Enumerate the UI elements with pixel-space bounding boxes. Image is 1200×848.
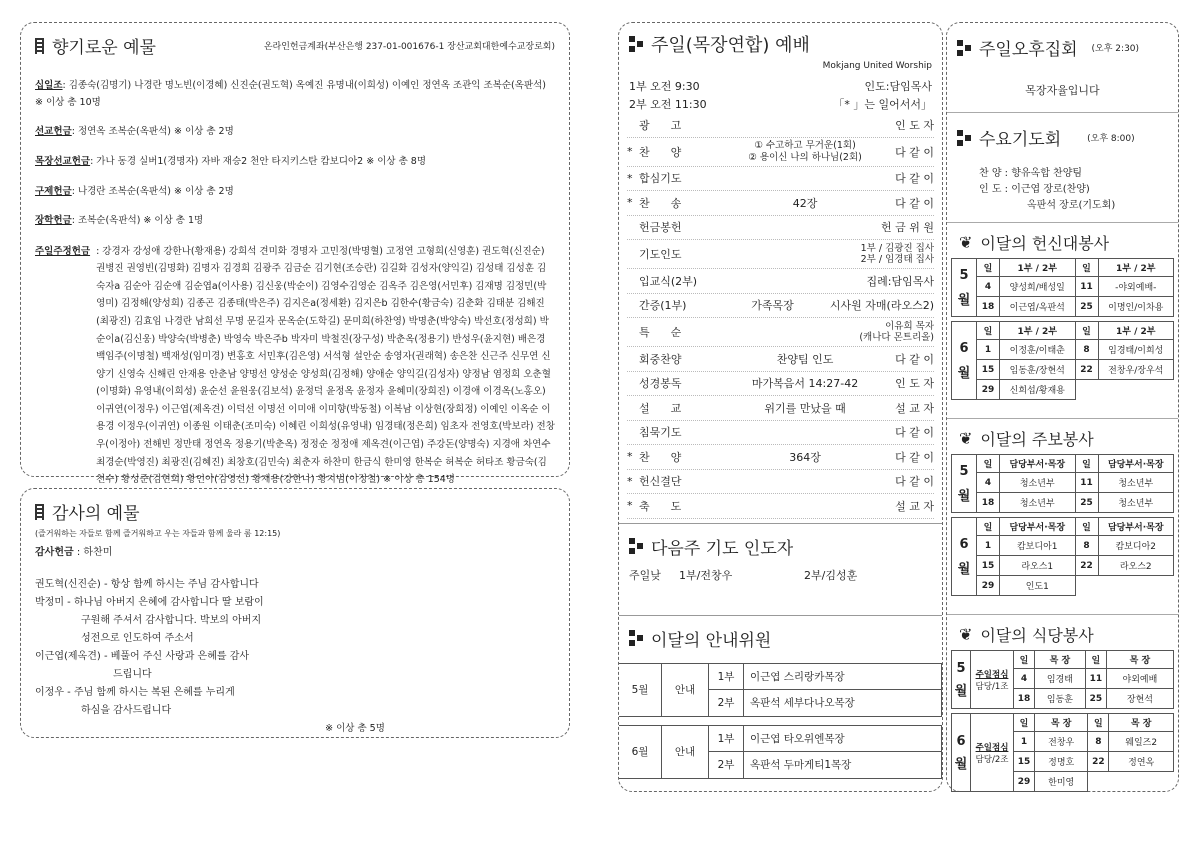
dedication-schedule <box>951 258 1174 400</box>
cafeteria-header-cell: 일 <box>1014 714 1035 732</box>
guides-row <box>619 663 942 690</box>
cafeteria-cell <box>1109 772 1174 792</box>
dedication-row <box>952 340 1174 360</box>
dedication-header-row <box>952 259 1174 277</box>
bulletin-month-suffix: 월 <box>957 561 971 577</box>
bulletin-cell: 캄보디아2 <box>1098 536 1174 556</box>
cafeteria-cell <box>1088 772 1109 792</box>
bulletin-cell: 캄보디아1 <box>1000 536 1076 556</box>
offering-item <box>35 124 555 141</box>
bulletin-header <box>959 427 1174 450</box>
cafeteria-month-suffix: 월 <box>954 756 968 772</box>
bulletin-cell: 11 <box>1075 473 1098 493</box>
stand-marker: * <box>627 499 633 513</box>
bulletin-cell: 청소년부 <box>1000 493 1076 513</box>
worship-item-detail: 위기를 만났을 때 <box>764 401 846 415</box>
guides-month: 6월 <box>619 725 662 778</box>
worship-item-label: 헌신결단 <box>639 475 682 489</box>
cafeteria-month-number: 5 <box>956 660 966 676</box>
worship-order-row <box>627 240 934 269</box>
right-panel <box>946 22 1179 792</box>
offering-item <box>35 213 555 230</box>
offering-panel <box>20 22 570 486</box>
dedication-cell: 이근엽/옥판석 <box>1000 297 1076 317</box>
stand-note: 「* 」는 일어서서」 <box>833 98 932 111</box>
guides-name: 이근엽 스리랑카목장 <box>744 663 942 690</box>
afternoon-title: 주일오후집회 <box>979 40 1078 60</box>
worship-header <box>629 31 932 57</box>
afternoon-time: (오후 2:30) <box>1091 44 1140 54</box>
bulletin-cell: 25 <box>1075 493 1098 513</box>
cafeteria-month-number: 6 <box>956 733 966 749</box>
bulletin-row <box>952 536 1174 556</box>
worship-item-detail: 364장 <box>789 450 821 464</box>
bulletin-cell: 18 <box>977 493 1000 513</box>
worship-item-leader: 시사원 자매(라오스2) <box>829 299 934 313</box>
cafeteria-header-row <box>952 714 1174 732</box>
wednesday-header <box>957 125 1168 150</box>
bulletin-cell: 라오스1 <box>1000 556 1076 576</box>
worship-order-row <box>627 470 934 495</box>
dedication-month-suffix: 월 <box>957 292 971 308</box>
square-bullet-icon <box>629 36 643 52</box>
dedication-row <box>952 277 1174 297</box>
offering-account: 온라인헌금계좌(부산은행 237-01-001676-1 장산교회대한예수교장로회) <box>263 42 555 52</box>
bulletin-header-cell: 담당부서·목장 <box>1000 455 1076 473</box>
stripe-icon <box>35 38 44 54</box>
flower-icon: ❦ <box>959 233 973 252</box>
worship-order-row <box>627 421 934 446</box>
cafeteria-header-cell: 일 <box>1014 651 1035 669</box>
worship-item-leader: 다 같 이 <box>895 196 934 210</box>
worship-order <box>619 113 942 519</box>
bulletin-month-suffix: 월 <box>957 488 971 504</box>
cafeteria-team-label: 담당/1조 <box>975 681 1009 692</box>
stand-marker: * <box>627 171 633 185</box>
worship-order-row <box>627 191 934 216</box>
worship-item-leader: 다 같 이 <box>895 475 934 489</box>
offering-item-names: : 가나 동경 실버1(경명자) 자바 재승2 천안 타지키스탄 캄보디아2 ※ 이상 총 8명 <box>90 155 427 167</box>
bulletin-header-cell: 일 <box>977 455 1000 473</box>
dedication-cell: 4 <box>977 277 1000 297</box>
guides-table <box>619 663 942 779</box>
thanks-offering-line: 감사헌금 : 하찬미 <box>35 547 113 558</box>
worship-panel <box>618 22 943 792</box>
offering-item <box>35 184 555 201</box>
cafeteria-month <box>952 714 971 792</box>
thanks-message-line: 구원해 주셔서 감사합니다. 박보의 아버지 <box>81 615 262 626</box>
bulletin-cell: 청소년부 <box>1098 493 1174 513</box>
worship-item-detail: 42장 <box>792 196 818 210</box>
wednesday-title: 수요기도회 <box>979 130 1062 150</box>
wednesday-line: 찬 양 : 향유옥합 찬양팀 <box>979 168 1083 179</box>
worship-item-label: 찬 양 <box>639 450 682 464</box>
sunday-offering <box>35 243 555 489</box>
thanks-message-line: 드립니다 <box>113 669 152 680</box>
dedication-header-cell: 일 <box>977 322 1000 340</box>
next-prayer-first: 1부/전창우 <box>679 568 733 582</box>
bulletin-header-row <box>952 455 1174 473</box>
cafeteria-header-cell: 일 <box>1085 651 1106 669</box>
worship-item-leader: 다 같 이 <box>895 450 934 464</box>
guides-spacer <box>619 716 942 725</box>
offering-item-names: : 조복순(옥판석) ※ 이상 총 1명 <box>71 215 204 227</box>
cafeteria-team <box>971 714 1014 792</box>
guides-name: 옥판석 두마게티1목장 <box>744 752 942 779</box>
guides-role: 안내 <box>662 663 709 716</box>
worship-order-row <box>627 494 934 519</box>
offering-item-names: : 정연옥 조복순(옥판석) ※ 이상 총 2명 <box>71 126 234 138</box>
wednesday-time: (오후 8:00) <box>1087 134 1135 144</box>
worship-item-leader: 인 도 자 <box>895 377 934 391</box>
bulletin-row <box>952 493 1174 513</box>
cafeteria-cell: 1 <box>1014 732 1035 752</box>
bulletin-table <box>951 517 1174 596</box>
flower-icon: ❦ <box>959 625 973 644</box>
bulletin-cell <box>1075 576 1098 596</box>
worship-item-leader: 이유희 목자 (캐나다 몬트리올) <box>859 320 934 343</box>
worship-item-label: 설 교 <box>639 401 682 415</box>
worship-order-row <box>627 216 934 241</box>
guides-part: 1부 <box>709 663 744 690</box>
worship-order-row <box>627 372 934 397</box>
square-bullet-icon <box>957 130 971 146</box>
worship-item-label: 입교식(2부) <box>639 274 698 288</box>
square-bullet-icon <box>629 630 643 646</box>
stand-marker: * <box>627 474 633 488</box>
offering-item-label: 장학헌금 <box>35 215 72 227</box>
cafeteria-header <box>959 623 1174 646</box>
cafeteria-header-cell: 목 장 <box>1106 651 1173 669</box>
worship-item-leader: 인 도 자 <box>895 118 934 132</box>
dedication-cell: -야외예배- <box>1098 277 1174 297</box>
thanks-message-line: 이근엽(제옥견) - 베풀어 주신 사랑과 은혜를 감사 <box>35 651 250 662</box>
cafeteria-cell: 29 <box>1014 772 1035 792</box>
cafeteria-header-row <box>952 651 1174 669</box>
bulletin-cell: 15 <box>977 556 1000 576</box>
cafeteria-header-cell: 일 <box>1088 714 1109 732</box>
bulletin-cell: 1 <box>977 536 1000 556</box>
cafeteria-table <box>951 650 1174 709</box>
worship-order-row <box>627 113 934 138</box>
bulletin-month <box>952 455 977 513</box>
dedication-cell: 18 <box>977 297 1000 317</box>
worship-item-label: 찬 양 <box>639 145 682 159</box>
service-line-1 <box>629 77 932 95</box>
worship-leader: 인도:담임목사 <box>864 80 932 93</box>
dedication-row <box>952 380 1174 400</box>
dedication-cell: 1 <box>977 340 1000 360</box>
bulletin-header-row <box>952 518 1174 536</box>
bulletin-month-number: 6 <box>959 536 969 552</box>
next-prayer-title: 다음주 기도 인도자 <box>651 538 794 559</box>
guides-part: 1부 <box>709 725 744 752</box>
bulletin-header-cell: 담당부서·목장 <box>1098 518 1174 536</box>
worship-item-detail: ① 수고하고 무거운(1회) ② 용이신 나의 하나님(2회) <box>748 140 862 163</box>
thanks-panel <box>20 488 570 738</box>
offering-item-label: 십일조 <box>35 80 63 91</box>
bulletin-schedule <box>951 454 1174 596</box>
worship-order-row <box>627 269 934 294</box>
cafeteria-meal-label: 주일점심 <box>975 669 1009 680</box>
worship-item-label: 헌금봉헌 <box>639 221 682 235</box>
worship-order-row <box>627 138 934 167</box>
dedication-cell: 신희섭/황재용 <box>1000 380 1076 400</box>
service-line-2 <box>629 95 932 113</box>
cafeteria-schedule <box>951 650 1174 792</box>
afternoon-header <box>957 35 1168 60</box>
cafeteria-team <box>971 651 1014 709</box>
dedication-row <box>952 297 1174 317</box>
worship-order-row <box>627 318 934 347</box>
guides-month: 5월 <box>619 663 662 716</box>
dedication-header-cell: 1부 / 2부 <box>1000 259 1076 277</box>
worship-title: 주일(목장연합) 예배 <box>651 35 810 56</box>
cafeteria-cell: 전창우 <box>1035 732 1088 752</box>
guides-name: 이근엽 타오위엔목장 <box>744 725 942 752</box>
dedication-header-cell: 일 <box>977 259 1000 277</box>
cafeteria-cell: 8 <box>1088 732 1109 752</box>
dedication-cell: 전창우/장우석 <box>1098 360 1174 380</box>
cafeteria-cell: 15 <box>1014 752 1035 772</box>
dedication-header-cell: 1부 / 2부 <box>1098 322 1174 340</box>
worship-item-detail: 가족목장 <box>751 299 794 313</box>
worship-item-label: 특 순 <box>639 326 682 339</box>
cafeteria-cell: 야외예배 <box>1106 669 1173 689</box>
cafeteria-month-suffix: 월 <box>954 683 968 699</box>
cafeteria-cell: 22 <box>1088 752 1109 772</box>
bulletin-cell: 8 <box>1075 536 1098 556</box>
dedication-cell: 11 <box>1075 277 1098 297</box>
sunday-offering-names: : 강경자 강성애 강한나(황재용) 강희석 견미화 경명자 고민정(박명혈) 고정연 고형희(신영훈) 권도혁(신진순) 권병진 권영빈(김명화) 김명자 김경희 김광주 김금순 김기현(조승란) 김길화 김성자(양익길) 김성태 김성훈 김숙자a 김순아 김순애 김순엽a(이사용) 김신웅(박순이) 김영수김영순 김옥주 김은영(서민후) 김재명 김정민(박영미) 김정해(양성희) 김종곤 김종태(박은주) 김지은a(정세환) 김지은b 김한수(황금숙) 김춘화 김태분 김해진(최광진) 김효임 나경란 남희선 무명 문길자 문옥순(도학길) 문미희(하찬영) 박명춘(박양숙) 박선호(정성희) 박순이a(김신웅) 박양숙(박병춘) 박영숙 박은주b 박자미 박철진(장구성) 박춘옥(정용기) 반성우(윤지현) 배은경 백임주(이명철) 백재성(임미경) 변홍호 서민후(김은영) 서석형 설안순 송영자(권래혁) 송은찬 신근주 신무연 신양기 신영숙 신해린 안재용 안춘남 양명선 양성순 양성희(김정해) 양애순 양익길(김성자) 양정남 염정희 오춘혈(이명화) 유영내(이희성) 윤순선 윤원웅(김보석) 윤정덕 윤정옥 윤정자 윤혜미(장희진) 이경애 이경옥(노홍오) 이귀연(이정우) 이근엽(제옥견) 이덕선 이명선 이미애 이미향(박동철) 이복남 이상현(장희정) 이예인 이옥순 이용경 이정우(이귀연) 이종원 이태춘(조미숙) 이혜린 이희성(유영내) 임경태(정은희) 임초자 전영호(박보라) 전창우(이정아) 전해빈 정만태 정연옥 정용기(박춘옥) 정정순 정정애 제옥견(이근엽) 주강돈(양명숙) 지경애 차연수 최경순(박영진) 최광진(김혜진) 최창호(김민숙) 최춘자 하찬미 한금식 한미영 한복순 허복순 허타조 황금숙(김천수) 황성준(김현희) 황인아(김영신) 황재용(강한나) 황지범(이정철) ※ 이상 총 154명 <box>96 245 555 486</box>
cafeteria-cell: 장현석 <box>1106 689 1173 709</box>
guides-header <box>629 626 932 651</box>
thanks-messages <box>35 576 555 720</box>
dedication-row <box>952 360 1174 380</box>
worship-order-row <box>627 294 934 319</box>
worship-item-detail: 찬양팀 인도 <box>776 352 834 366</box>
bulletin-header-cell: 담당부서·목장 <box>1098 455 1174 473</box>
bulletin-title: 이달의 주보봉사 <box>980 430 1094 449</box>
worship-item-leader: 1부 / 김광진 집사 2부 / 임경태 집사 <box>860 242 934 265</box>
offering-title: 향기로운 예물 <box>52 38 156 58</box>
offering-item-names: : 나경란 조복순(옥판석) ※ 이상 총 2명 <box>71 185 234 197</box>
cafeteria-header-cell: 목 장 <box>1109 714 1174 732</box>
worship-item-label: 축 도 <box>639 499 682 513</box>
cafeteria-cell: 웨일즈2 <box>1109 732 1174 752</box>
bulletin-cell: 4 <box>977 473 1000 493</box>
worship-item-leader: 다 같 이 <box>895 172 934 186</box>
cafeteria-cell: 정연옥 <box>1109 752 1174 772</box>
bulletin-cell <box>1098 576 1174 596</box>
cafeteria-cell: 25 <box>1085 689 1106 709</box>
bulletin-cell: 청소년부 <box>1098 473 1174 493</box>
dedication-cell: 15 <box>977 360 1000 380</box>
square-bullet-icon <box>629 538 643 554</box>
dedication-cell <box>1098 380 1174 400</box>
worship-subtitle: Mokjang United Worship <box>822 61 932 71</box>
wednesday-line: 인 도 : 이근엽 장로(찬양) <box>979 184 1090 195</box>
flower-icon: ❦ <box>959 429 973 448</box>
bulletin-header-cell: 일 <box>977 518 1000 536</box>
dedication-cell: 양성희/배성일 <box>1000 277 1076 297</box>
thanks-header <box>35 499 555 524</box>
worship-item-label: 성경봉독 <box>639 377 682 391</box>
guides-name: 옥판석 세부다나오목장 <box>744 690 942 717</box>
bulletin-month-number: 5 <box>959 463 969 479</box>
bulletin-row <box>952 556 1174 576</box>
wednesday-lines <box>979 166 1168 214</box>
next-prayer-label: 주일낮 <box>629 568 661 582</box>
cafeteria-table <box>951 713 1174 792</box>
dedication-month <box>952 322 977 400</box>
offering-item <box>35 78 555 111</box>
dedication-header-row <box>952 322 1174 340</box>
worship-item-leader: 설 교 자 <box>895 499 934 513</box>
worship-item-label: 기도인도 <box>639 248 682 261</box>
offering-item-label: 구제헌금 <box>35 185 72 197</box>
bulletin-cell: 22 <box>1075 556 1098 576</box>
dedication-cell: 임경태/이희성 <box>1098 340 1174 360</box>
cafeteria-cell: 정명호 <box>1035 752 1088 772</box>
dedication-cell: 29 <box>977 380 1000 400</box>
guides-title: 이달의 안내위원 <box>651 630 772 651</box>
bulletin-month <box>952 518 977 596</box>
thanks-name: 하찬미 <box>83 547 113 558</box>
dedication-header-cell: 1부 / 2부 <box>1000 322 1076 340</box>
dedication-table <box>951 321 1174 400</box>
cafeteria-cell: 4 <box>1014 669 1035 689</box>
cafeteria-meal-label: 주일점심 <box>975 742 1009 753</box>
dedication-title: 이달의 헌신대봉사 <box>980 234 1110 253</box>
bulletin-cell: 인도1 <box>1000 576 1076 596</box>
worship-item-label: 광 고 <box>639 118 682 132</box>
dedication-month <box>952 259 977 317</box>
thanks-message-line: 박정미 - 하나님 아버지 은혜에 감사합니다 딸 보람이 <box>35 597 264 608</box>
bulletin-header-cell: 일 <box>1075 518 1098 536</box>
bulletin-cell: 라오스2 <box>1098 556 1174 576</box>
offering-item-names: : 김종숙(김명기) 나경란 명노빈(이경혜) 신진순(권도혁) 옥예진 유명내(이희성) 이예인 정연옥 조관익 조복순(옥판석) ※ 이상 총 10명 <box>35 80 546 108</box>
bulletin-table <box>951 454 1174 513</box>
bulletin-row <box>952 473 1174 493</box>
worship-item-leader: 헌 금 위 원 <box>881 221 934 235</box>
offering-item-label: 선교헌금 <box>35 126 72 138</box>
guides-part: 2부 <box>709 752 744 779</box>
dedication-cell: 8 <box>1075 340 1098 360</box>
offering-header <box>35 33 555 58</box>
bulletin-row <box>952 576 1174 596</box>
next-prayer-header <box>629 534 932 559</box>
cafeteria-cell: 임동훈 <box>1035 689 1086 709</box>
cafeteria-cell: 11 <box>1085 669 1106 689</box>
cafeteria-cell: 임경태 <box>1035 669 1086 689</box>
dedication-cell: 22 <box>1075 360 1098 380</box>
service-2: 2부 오전 11:30 <box>629 98 707 111</box>
worship-item-leader: 다 같 이 <box>895 426 934 440</box>
cafeteria-cell: 한미영 <box>1035 772 1088 792</box>
guides-role: 안내 <box>662 725 709 778</box>
dedication-month-number: 5 <box>959 267 969 283</box>
bulletin-header-cell: 담당부서·목장 <box>1000 518 1076 536</box>
stand-marker: * <box>627 145 633 158</box>
worship-item-leader: 집례:담임목사 <box>866 274 934 288</box>
dedication-cell: 25 <box>1075 297 1098 317</box>
offering-item <box>35 154 555 171</box>
worship-item-leader: 다 같 이 <box>895 352 934 366</box>
thanks-total: ※ 이상 총 5명 <box>325 723 385 734</box>
worship-item-leader: 설 교 자 <box>895 401 934 415</box>
worship-item-label: 회중찬양 <box>639 352 682 366</box>
dedication-header-cell: 일 <box>1075 322 1098 340</box>
sunday-offering-label: 주일주정헌금 <box>35 245 91 257</box>
next-prayer-second: 2부/김성훈 <box>804 568 858 582</box>
wednesday-line: 옥판석 장로(기도회) <box>1027 200 1116 211</box>
thanks-message-line: 하심을 감사드립니다 <box>81 705 172 716</box>
cafeteria-month <box>952 651 971 709</box>
bulletin-header-cell: 일 <box>1075 455 1098 473</box>
cafeteria-header-cell: 목 장 <box>1035 714 1088 732</box>
thanks-label: 감사헌금 <box>35 547 74 558</box>
dedication-cell: 이명인/이차용 <box>1098 297 1174 317</box>
dedication-month-suffix: 월 <box>957 365 971 381</box>
square-bullet-icon <box>957 40 971 56</box>
next-prayer-line <box>629 567 932 583</box>
stripe-icon <box>35 504 44 520</box>
dedication-cell: 이정훈/이태춘 <box>1000 340 1076 360</box>
guides-part: 2부 <box>709 690 744 717</box>
worship-item-detail: 마가복음서 14:27-42 <box>751 377 859 391</box>
thanks-message-line: 권도혁(신진순) - 항상 함께 하시는 주님 감사합니다 <box>35 579 259 590</box>
dedication-header-cell: 1부 / 2부 <box>1098 259 1174 277</box>
dedication-table <box>951 258 1174 317</box>
cafeteria-cell: 18 <box>1014 689 1035 709</box>
thanks-message-line: 성전으로 인도하여 주소서 <box>81 633 194 644</box>
afternoon-text: 목장자율입니다 <box>1025 84 1100 97</box>
cafeteria-team-label: 담당/2조 <box>975 754 1009 765</box>
thanks-message-line: 이정우 - 주님 함께 하시는 복된 은혜를 누리게 <box>35 687 235 698</box>
worship-order-row <box>627 445 934 470</box>
dedication-month-number: 6 <box>959 340 969 356</box>
offering-item-label: 목장선교헌금 <box>35 155 91 167</box>
dedication-header-cell: 일 <box>1075 259 1098 277</box>
bulletin-cell: 29 <box>977 576 1000 596</box>
worship-item-label: 간증(1부) <box>639 299 687 313</box>
dedication-cell: 임동훈/장현석 <box>1000 360 1076 380</box>
worship-item-label: 침묵기도 <box>639 426 682 440</box>
worship-order-row <box>627 167 934 192</box>
thanks-title: 감사의 예물 <box>52 504 140 524</box>
cafeteria-header-cell: 목 장 <box>1035 651 1086 669</box>
offering-list <box>35 78 555 230</box>
worship-item-label: 합심기도 <box>639 172 682 186</box>
dedication-cell <box>1075 380 1098 400</box>
worship-order-row <box>627 347 934 372</box>
worship-order-row <box>627 396 934 421</box>
bulletin-cell: 청소년부 <box>1000 473 1076 493</box>
stand-marker: * <box>627 450 633 464</box>
thanks-verse: (즐거워하는 자들로 함께 즐거워하고 우는 자들과 함께 울라 롬 12:15) <box>35 529 281 538</box>
service-1: 1부 오전 9:30 <box>629 80 700 93</box>
dedication-header <box>959 231 1174 254</box>
guides-row <box>619 725 942 752</box>
worship-item-label: 찬 송 <box>639 196 682 210</box>
worship-item-leader: 다 같 이 <box>895 145 934 159</box>
cafeteria-title: 이달의 식당봉사 <box>980 626 1094 645</box>
stand-marker: * <box>627 196 633 210</box>
